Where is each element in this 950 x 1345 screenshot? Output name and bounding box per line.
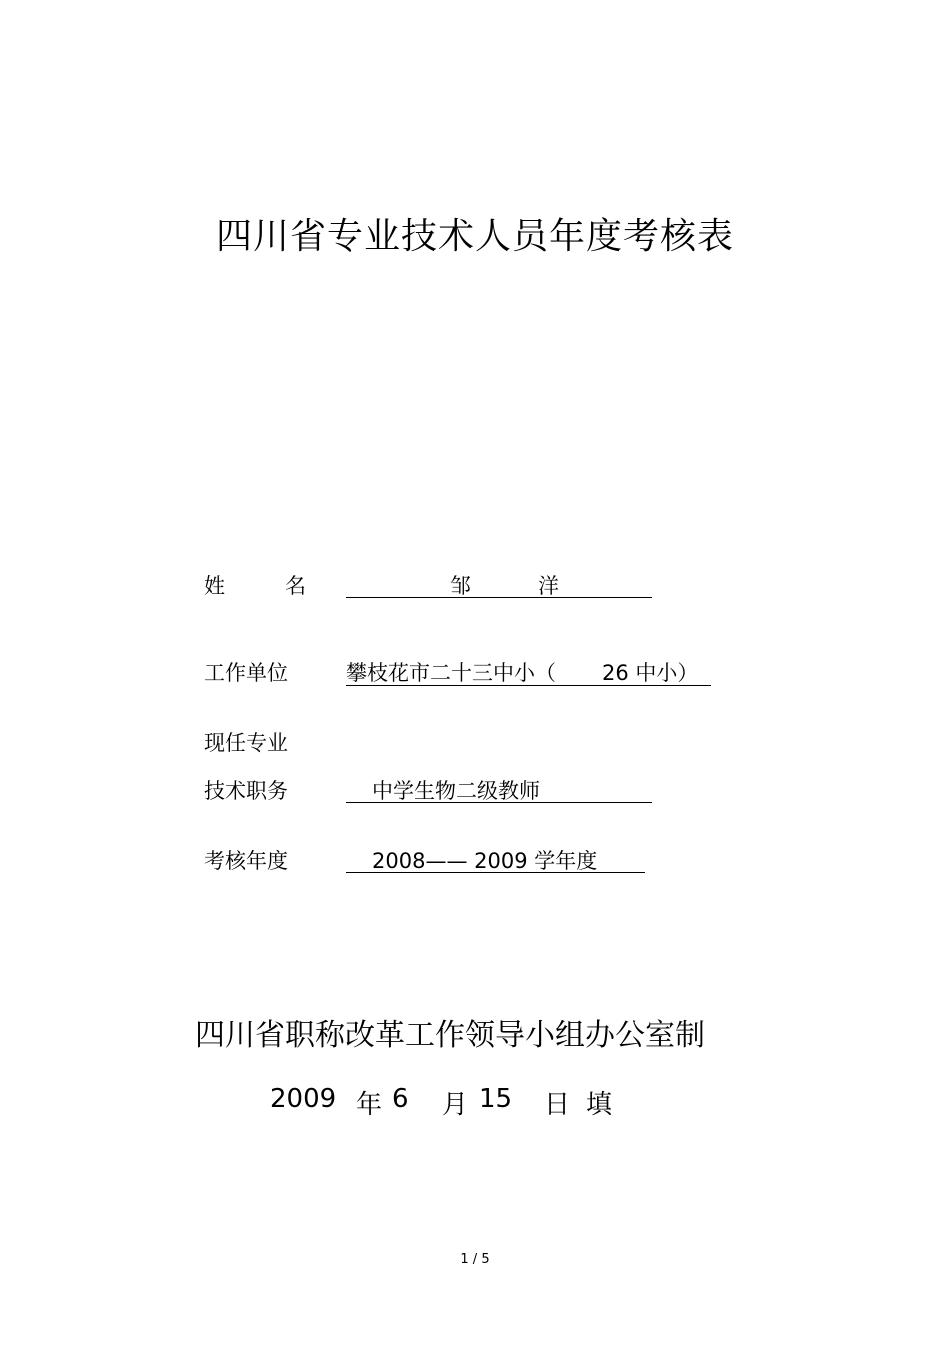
- assessment-year-value: 2008—— 2009 学年度: [372, 849, 598, 873]
- fill-date-year-unit: 年: [356, 1090, 383, 1120]
- assessment-year-label: 考核年度: [204, 849, 288, 873]
- work-unit-value-suffix: 26 中小）: [602, 661, 699, 685]
- work-unit-label: 工作单位: [204, 661, 288, 685]
- fill-date-month-unit: 月: [442, 1090, 469, 1120]
- name-label-char-2: 名: [285, 574, 306, 598]
- name-value-char-2: 洋: [538, 574, 559, 598]
- name-value-char-1: 邹: [450, 574, 471, 598]
- position-label-line-1: 现任专业: [204, 731, 288, 755]
- work-unit-value: 攀枝花市二十三中小（: [346, 661, 556, 685]
- fill-date-month: 6: [392, 1084, 409, 1114]
- fill-date-day-unit: 日: [544, 1090, 571, 1120]
- name-label: [204, 570, 306, 600]
- document-title: 四川省专业技术人员年度考核表: [215, 216, 734, 257]
- position-underline: [346, 802, 652, 803]
- fill-date-suffix: 填: [586, 1090, 613, 1120]
- name-label-char-1: 姓: [204, 574, 225, 598]
- position-value: 中学生物二级教师: [372, 779, 540, 803]
- position-label-line-2: 技术职务: [204, 779, 288, 803]
- name-underline: [346, 597, 652, 598]
- fill-date-day: 15: [479, 1084, 513, 1114]
- work-unit-underline: [346, 685, 711, 686]
- page-number: 1 / 5: [460, 1252, 490, 1267]
- issuer-title: 四川省职称改革工作领导小组办公室制: [195, 1018, 705, 1053]
- assessment-year-underline: [346, 872, 645, 873]
- fill-date-year: 2009: [270, 1084, 337, 1114]
